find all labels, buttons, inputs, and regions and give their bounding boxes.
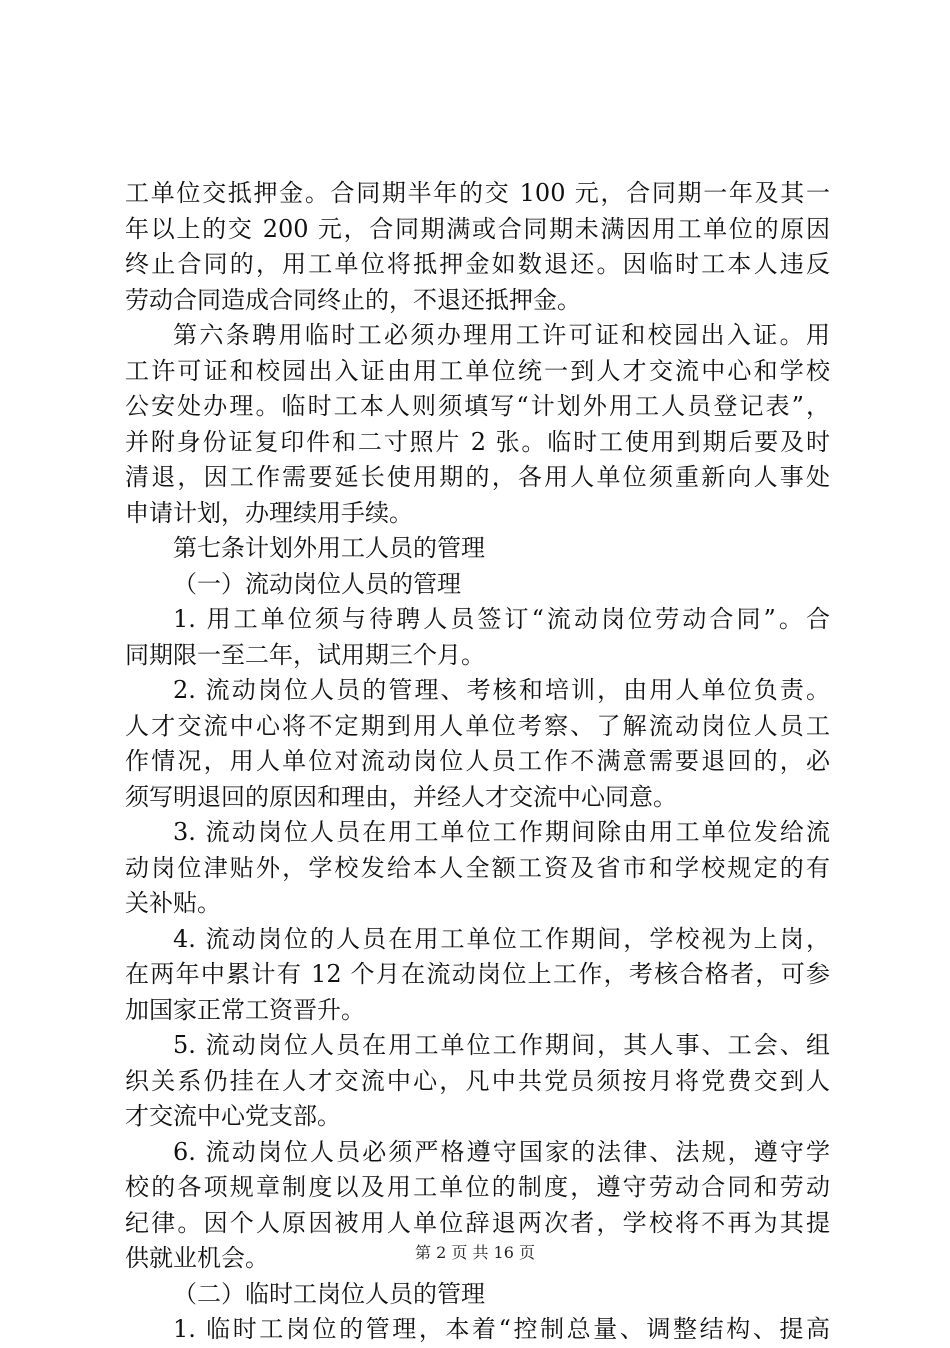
text-line: 1. 用工单位须与待聘人员签订“流动岗位劳动合同”。合 — [173, 605, 830, 633]
text-line: 供就业机会。 — [125, 1244, 269, 1272]
text-line: 同期限一至二年，试用期三个月。 — [125, 640, 485, 669]
text-line: 1. 临时工岗位的管理，本着“控制总量、调整结构、提高 — [173, 1315, 830, 1343]
text-line: 才交流中心党支部。 — [125, 1102, 341, 1130]
text-line: 纪律。因个人原因被用人单位辞退两次者，学校将不再为其提 — [125, 1208, 830, 1237]
text-line: 年以上的交 200 元，合同期满或合同期未满因用工单位的原因 — [125, 214, 830, 243]
text-line: 5. 流动岗位人员在用工单位工作期间，其人事、工会、组 — [173, 1031, 830, 1059]
text-line: 劳动合同造成合同终止的，不退还抵押金。 — [125, 285, 581, 314]
text-line: 须写明退回的原因和理由，并经人才交流中心同意。 — [125, 782, 677, 811]
text-line: 人才交流中心将不定期到用人单位考察、了解流动岗位人员工 — [125, 711, 830, 740]
text-line: 6. 流动岗位人员必须严格遵守国家的法律、法规，遵守学 — [173, 1137, 830, 1166]
text-line: 织关系仍挂在人才交流中心，凡中共党员须按月将党费交到人 — [125, 1066, 830, 1095]
text-line: 申请计划，办理续用手续。 — [125, 498, 413, 527]
document-body — [125, 176, 830, 1348]
text-line: 第七条计划外用工人员的管理 — [173, 534, 485, 562]
text-line: 工单位交抵押金。合同期半年的交 100 元，合同期一年及其一 — [125, 179, 830, 207]
text-line: 工许可证和校园出入证由用工单位统一到人才交流中心和学校 — [125, 356, 830, 385]
text-line: 动岗位津贴外，学校发给本人全额工资及省市和学校规定的有 — [125, 853, 830, 882]
text-line: 公安处办理。临时工本人则须填写“计划外用工人员登记表”， — [125, 392, 830, 420]
page-footer: 第 2 页 共 16 页 — [415, 1243, 535, 1262]
text-line: 终止合同的，用工单位将抵押金如数退还。因临时工本人违反 — [125, 250, 830, 278]
text-line: （一）流动岗位人员的管理 — [173, 569, 461, 598]
text-line: 作情况，用人单位对流动岗位人员工作不满意需要退回的，必 — [125, 747, 830, 775]
text-line: （二）临时工岗位人员的管理 — [173, 1279, 485, 1308]
text-line: 加国家正常工资晋升。 — [125, 995, 365, 1024]
text-line: 校的各项规章制度以及用工单位的制度，遵守劳动合同和劳动 — [125, 1173, 830, 1201]
text-line: 4. 流动岗位的人员在用工单位工作期间，学校视为上岗， — [173, 924, 830, 953]
text-line: 并附身份证复印件和二寸照片 2 张。临时工使用到期后要及时 — [125, 427, 830, 456]
text-line: 在两年中累计有 12 个月在流动岗位上工作，考核合格者，可参 — [125, 960, 830, 988]
text-line: 3. 流动岗位人员在用工单位工作期间除由用工单位发给流 — [173, 818, 830, 846]
text-line: 关补贴。 — [125, 889, 221, 917]
text-line: 清退，因工作需要延长使用期的，各用人单位须重新向人事处 — [125, 463, 830, 491]
text-line: 第六条聘用临时工必须办理用工许可证和校园出入证。用 — [173, 321, 830, 349]
text-line: 2. 流动岗位人员的管理、考核和培训，由用人单位负责。 — [173, 676, 830, 704]
